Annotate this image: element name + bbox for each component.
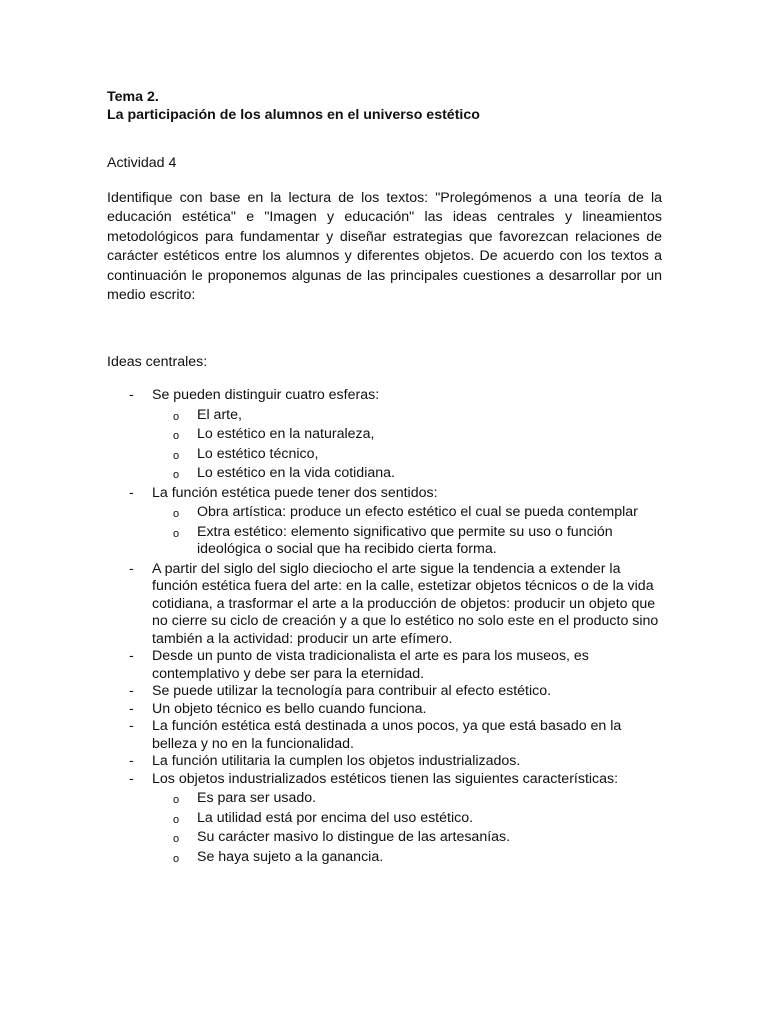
sub-list	[152, 504, 662, 559]
list-item	[107, 485, 662, 559]
circle-bullet: o	[173, 833, 180, 846]
list-item-text: La función estética está destinada a unos pocos, ya que está basado en la belleza y no en la funcionalidad.	[152, 718, 622, 752]
list-item-text: Se pueden distinguir cuatro esferas:	[152, 387, 380, 404]
sub-list-item-text: Obra artística: produce un efecto estético el cual se pueda contemplar	[197, 504, 638, 521]
sub-list-item	[152, 426, 662, 444]
sub-list-item-text: Su carácter masivo lo distingue de las artesanías.	[197, 829, 511, 846]
sub-list-item	[152, 465, 662, 483]
circle-bullet: o	[173, 449, 180, 462]
sub-list-item	[152, 849, 662, 867]
list-item-text: A partir del siglo del siglo dieciocho el arte sigue la tendencia a extender la función estética fuera del arte: en la calle, estetizar objetos técnicos o de la vida cotidiana, a trasformar el arte a la producción de objetos: producir un objeto que no cierre su ciclo de creación y a que lo estético no solo este en el producto sino también a la actividad: producir un arte efímero.	[152, 560, 659, 647]
circle-bullet: o	[173, 508, 180, 521]
circle-bullet: o	[173, 410, 180, 423]
sub-list-item-text: Extra estético: elemento significativo que permite su uso o función ideológica o social que ha recibido cierta forma.	[197, 523, 613, 558]
sub-list-item	[152, 810, 662, 828]
ideas-list	[107, 387, 662, 866]
sub-list-item-text: Lo estético técnico,	[197, 445, 319, 462]
sub-list-item	[152, 504, 662, 522]
dash-bullet: -	[129, 387, 134, 404]
sub-list-item	[152, 524, 662, 559]
topic-title: La participación de los alumnos en el universo estético	[107, 106, 480, 123]
sub-list-item	[152, 407, 662, 425]
sub-list-item	[152, 446, 662, 464]
sub-list	[152, 790, 662, 866]
dash-bullet: -	[129, 683, 134, 700]
intro-paragraph: Identifique con base en la lectura de los textos: "Prolegómenos a una teoría de la educación estética" e "Imagen y educación" las ideas centrales y lineamientos metodológicos para fundamentar y diseñar estrategias que favorezcan relaciones de carácter estéticos entre los alumnos y diferentes objetos. De acuerdo con los textos a continuación le proponemos algunas de las principales cuestiones a desarrollar por un medio escrito:	[107, 190, 662, 304]
circle-bullet: o	[173, 794, 180, 807]
document-title	[107, 89, 662, 124]
list-item-text: La función utilitaria la cumplen los objetos industrializados.	[152, 753, 521, 770]
sub-list-item	[152, 790, 662, 808]
topic-number: Tema 2.	[107, 89, 159, 105]
sub-list-item-text: Lo estético en la vida cotidiana.	[197, 465, 395, 482]
list-item	[107, 683, 662, 701]
list-item-text: Se puede utilizar la tecnología para contribuir al efecto estético.	[152, 683, 552, 700]
sub-list	[152, 407, 662, 483]
sub-list-item-text: Lo estético en la naturaleza,	[197, 426, 375, 443]
circle-bullet: o	[173, 813, 180, 826]
list-item	[107, 701, 662, 719]
list-item	[107, 387, 662, 483]
dash-bullet: -	[129, 770, 134, 787]
list-item	[107, 718, 662, 753]
sub-list-item-text: La utilidad está por encima del uso estético.	[197, 809, 474, 826]
list-item	[107, 561, 662, 649]
document-page	[107, 89, 662, 868]
sub-list-item	[152, 829, 662, 847]
dash-bullet: -	[129, 560, 134, 577]
list-item	[107, 771, 662, 867]
list-item	[107, 753, 662, 771]
list-item-text: Los objetos industrializados estéticos tienen las siguientes características:	[152, 770, 619, 787]
list-item-text: La función estética puede tener dos sentidos:	[152, 484, 438, 501]
dash-bullet: -	[129, 718, 134, 735]
list-item	[107, 648, 662, 683]
dash-bullet: -	[129, 484, 134, 501]
circle-bullet: o	[173, 852, 180, 865]
list-item-text: Desde un punto de vista tradicionalista el arte es para los museos, es contemplativo y debe ser para la eternidad.	[152, 648, 589, 682]
sub-list-item-text: El arte,	[197, 406, 242, 423]
dash-bullet: -	[129, 753, 134, 770]
activity-heading: Actividad 4	[107, 155, 177, 171]
ideas-heading: Ideas centrales:	[107, 354, 208, 371]
circle-bullet: o	[173, 469, 180, 482]
dash-bullet: -	[129, 648, 134, 665]
dash-bullet: -	[129, 700, 134, 717]
circle-bullet: o	[173, 430, 180, 443]
sub-list-item-text: Se haya sujeto a la ganancia.	[197, 848, 384, 865]
sub-list-item-text: Es para ser usado.	[197, 790, 317, 807]
circle-bullet: o	[173, 527, 180, 540]
list-item-text: Un objeto técnico es bello cuando funciona.	[152, 700, 427, 717]
